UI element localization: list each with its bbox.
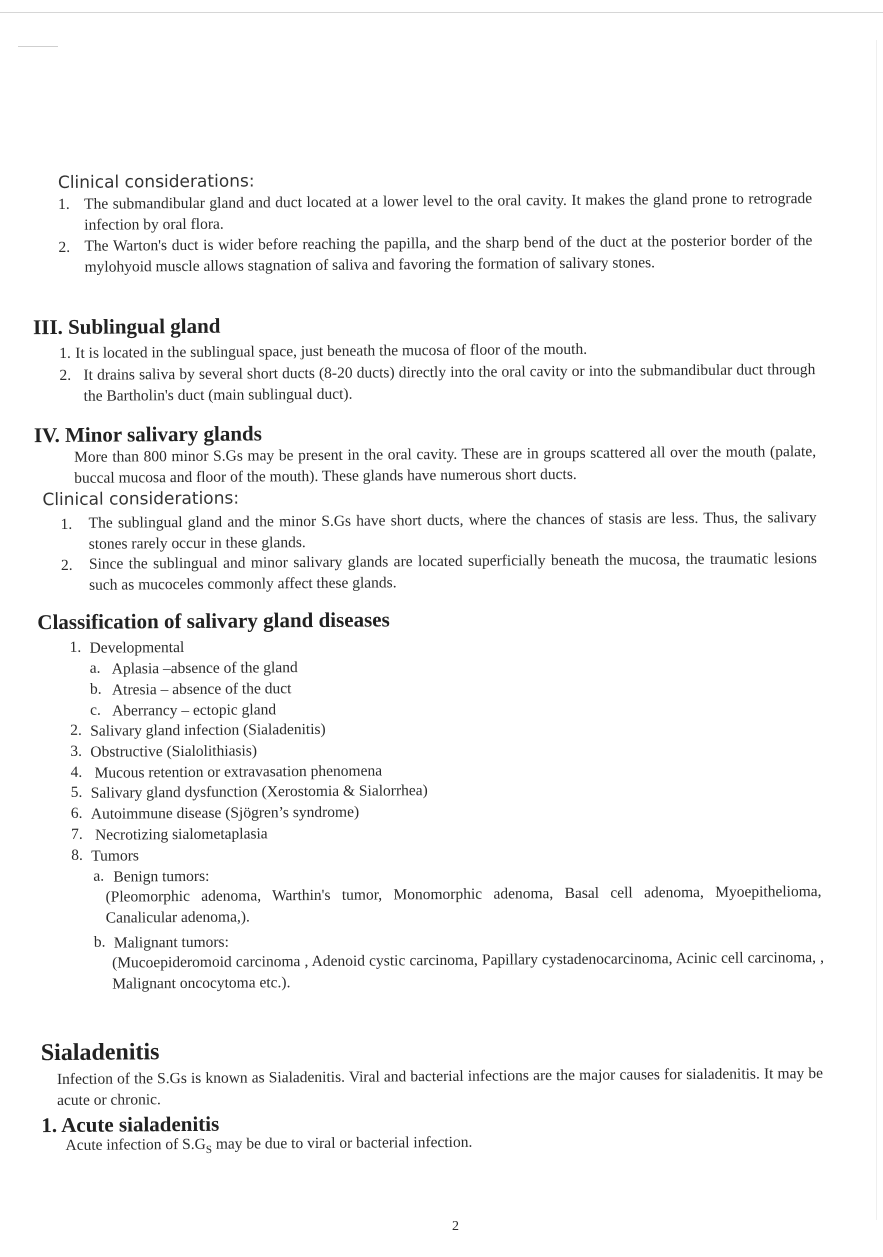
list-item: The Warton's duct is wider before reaching the papilla, and the sharp bend of the duct at the posterior border of the mylohyoid muscle allows stagnation of saliva and favoring the formation of salivary stones. <box>84 232 813 276</box>
section-heading-minor: IV. Minor salivary glands <box>33 421 262 448</box>
list-item: Necrotizing sialometaplasia <box>94 825 268 844</box>
subscript: S <box>205 1143 213 1156</box>
list-item: It is located in the sublingual space, just beneath the mucosa of floor of the mouth. <box>75 340 588 362</box>
list-number: 1. <box>60 515 73 533</box>
list-item: Autoimmune disease (Sjögren’s syndrome) <box>90 803 360 823</box>
page-number: 2 <box>452 1219 459 1234</box>
section-heading-sublingual: III. Sublingual gland <box>32 313 221 340</box>
list-item-detail: (Pleomorphic adenoma, Warthin's tumor, Monomorphic adenoma, Basal cell adenoma, Myoepithelioma, Canalicular adenoma,). <box>105 883 822 927</box>
list-item: Aplasia –absence of the gland <box>111 659 298 678</box>
list-item: Salivary gland dysfunction (Xerostomia & Sialorrhea) <box>90 782 428 802</box>
list-number: a. <box>89 659 101 677</box>
list-number: 2. <box>70 721 82 739</box>
paragraph-text: Acute infection of S.G <box>65 1135 206 1154</box>
paragraph-text: may be due to viral or bacterial infection. <box>211 1133 473 1153</box>
list-number: 2. <box>60 556 73 574</box>
section-heading-sialadenitis: Sialadenitis <box>40 1039 160 1067</box>
list-item: Tumors <box>91 847 139 865</box>
list-number: 1. <box>69 638 82 656</box>
list-item: The submandibular gland and duct located at a lower level to the oral cavity. It makes the gland prone to retrograde infection by oral flora. <box>84 190 813 234</box>
list-item: Obstructive (Sialolithiasis) <box>90 742 258 761</box>
list-item: Benign tumors: <box>113 867 210 886</box>
list-number: 1. <box>58 195 70 213</box>
list-item-detail: (Mucoepideromoid carcinoma , Adenoid cystic carcinoma, Papillary cystadenocarcinoma, Acinic cell carcinoma, , Malignant oncocytoma etc.). <box>111 948 825 993</box>
paragraph: Infection of the S.Gs is known as Sialadenitis. Viral and bacterial infections are the major causes for sialadenitis. It may be acute or chronic. <box>56 1065 824 1110</box>
list-number: 5. <box>70 783 83 801</box>
list-number: c. <box>90 701 101 719</box>
list-item: Aberrancy – ectopic gland <box>112 701 277 720</box>
list-item: Developmental <box>89 639 185 657</box>
section-heading-classification: Classification of salivary gland diseases <box>37 607 390 635</box>
list-number: a. <box>93 867 105 885</box>
list-number: 2. <box>59 366 72 384</box>
list-item: The sublingual gland and the minor S.Gs have short ducts, where the chances of stasis are less. Thus, the salivary stones rarely occur in these glands. <box>88 509 817 553</box>
list-item: Malignant tumors: <box>113 933 229 952</box>
list-number: b. <box>89 680 102 698</box>
list-number: 6. <box>70 804 83 822</box>
list-number: 7. <box>70 825 83 843</box>
list-number: 3. <box>70 742 83 760</box>
clinical-considerations-heading: Clinical considerations: <box>57 171 255 193</box>
list-number: 8. <box>71 846 83 864</box>
list-item: Atresia – absence of the duct <box>111 680 292 699</box>
paragraph <box>65 1133 472 1161</box>
list-item: It drains saliva by several short ducts (8-20 ducts) directly into the oral cavity or into the submandibular duct through the Bartholin's duct (main sublingual duct). <box>83 361 816 405</box>
list-number: 4. <box>70 763 83 781</box>
sub-heading-acute-sialadenitis: 1. Acute sialadenitis <box>41 1111 220 1138</box>
paragraph: More than 800 minor S.Gs may be present in the oral cavity. These are in groups scattered all over the mouth (palate, buccal mucosa and floor of the mouth). These glands have numerous short ducts. <box>74 443 817 487</box>
list-item: Mucous retention or extravasation phenomena <box>94 762 383 782</box>
list-number: 2. <box>58 238 71 256</box>
list-number: b. <box>93 933 106 951</box>
clinical-considerations-heading: Clinical considerations: <box>42 488 240 511</box>
list-item: Salivary gland infection (Sialadenitis) <box>90 720 326 740</box>
list-item: Since the sublingual and minor salivary glands are located superficially beneath the mucosa, the traumatic lesions such as mucoceles commonly affect these glands. <box>88 550 817 594</box>
list-number: 1. <box>59 344 71 362</box>
